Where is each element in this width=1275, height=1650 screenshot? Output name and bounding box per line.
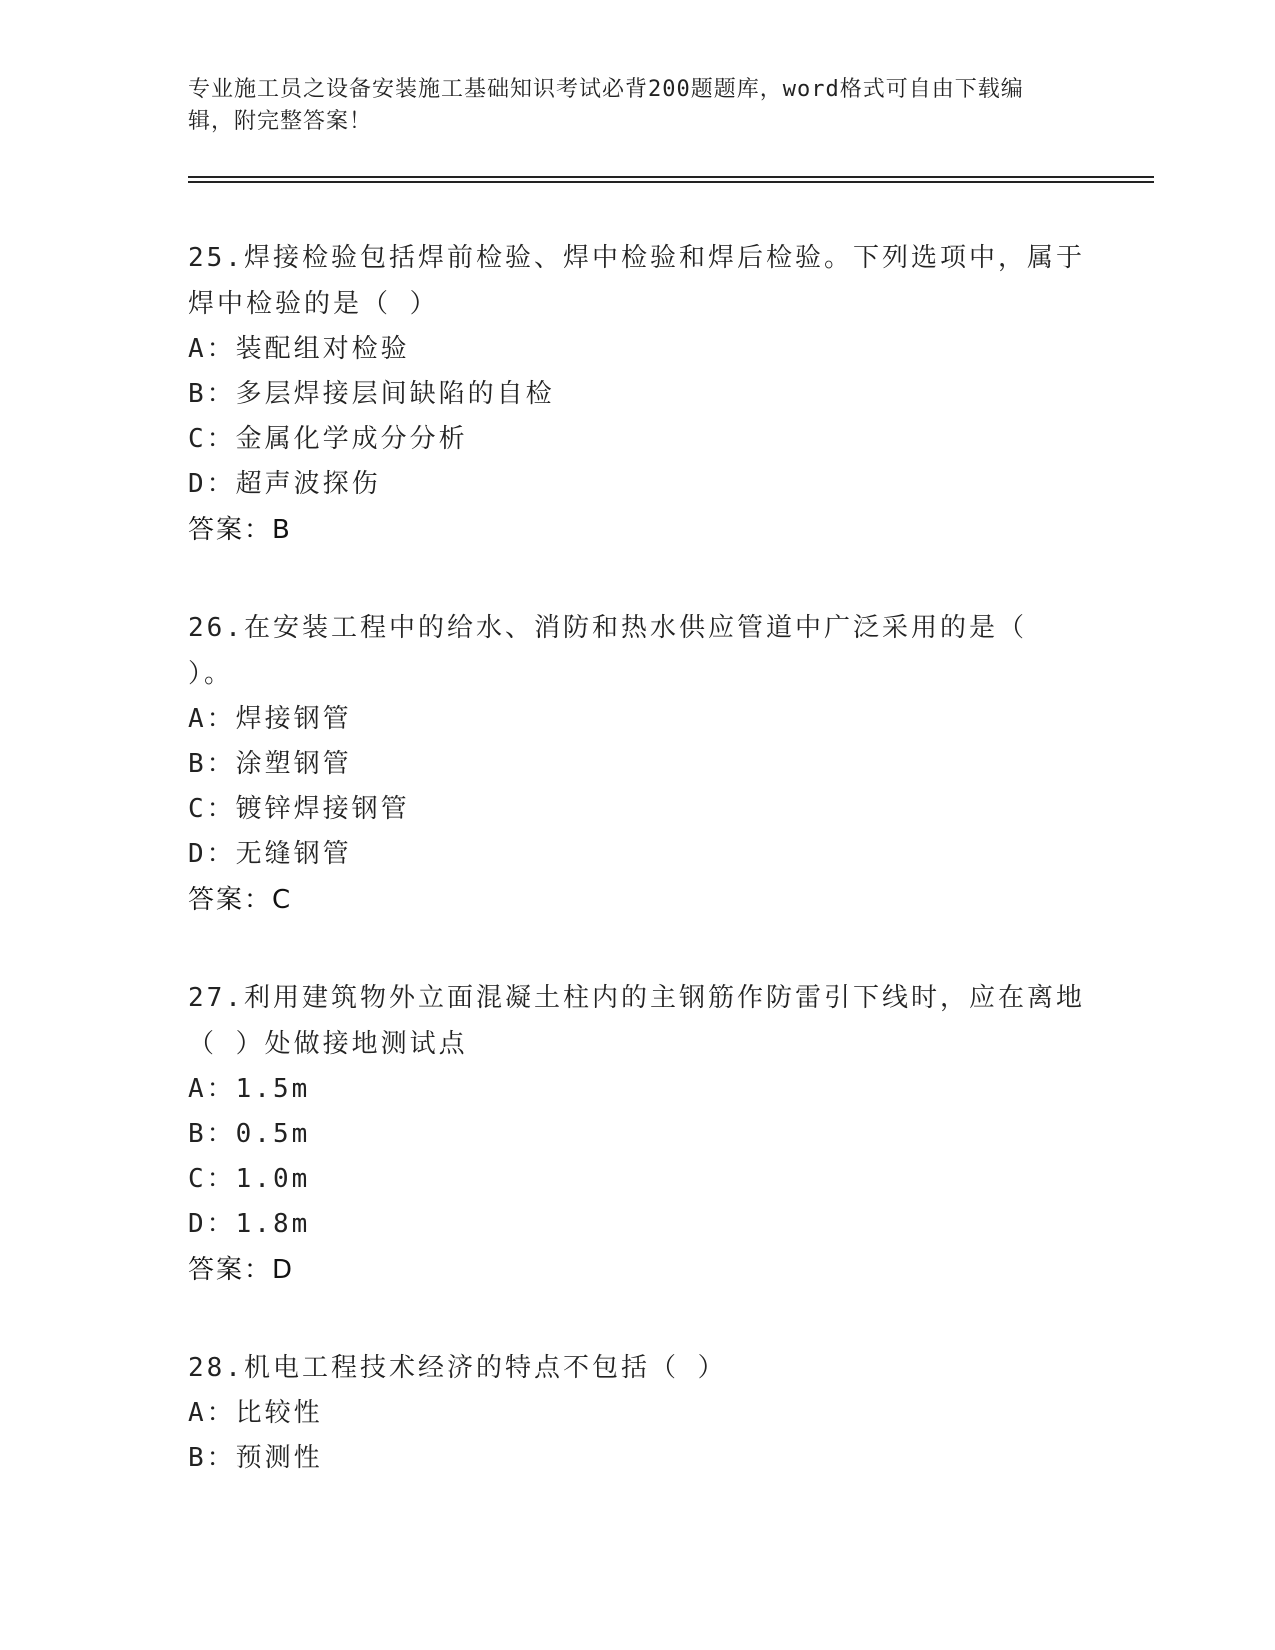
answer-option — [188, 372, 1088, 417]
option-text: 比较性 — [235, 1398, 323, 1428]
option-label: A： — [188, 704, 236, 734]
option-text: 超声波探伤 — [235, 469, 381, 499]
option-text: 1.5m — [235, 1074, 311, 1104]
option-label: C： — [188, 794, 236, 824]
option-label: D： — [188, 1209, 236, 1239]
question-block — [188, 975, 1088, 1293]
option-label: C： — [188, 424, 236, 454]
option-label: B： — [188, 1119, 236, 1149]
question-stem: 27.利用建筑物外立面混凝土柱内的主钢筋作防雷引下线时，应在离地（ ）处做接地测试点 — [188, 983, 1085, 1059]
answer-option — [188, 462, 1088, 507]
question-stem: 25.焊接检验包括焊前检验、焊中检验和焊后检验。下列选项中，属于焊中检验的是（ ） — [188, 243, 1085, 319]
answer-option — [188, 1202, 1088, 1247]
option-text: 焊接钢管 — [235, 704, 352, 734]
answer-key: 答案：D — [188, 1255, 295, 1285]
answer-option — [188, 787, 1088, 832]
answer-option — [188, 417, 1088, 462]
option-label: A： — [188, 1398, 236, 1428]
question-block — [188, 235, 1088, 553]
option-text: 涂塑钢管 — [235, 749, 352, 779]
answer-option — [188, 742, 1088, 787]
option-text: 预测性 — [235, 1443, 323, 1473]
option-text: 无缝钢管 — [235, 839, 352, 869]
option-label: A： — [188, 1074, 236, 1104]
option-label: B： — [188, 1443, 236, 1473]
question-list — [188, 235, 1088, 1533]
header-divider-top — [188, 176, 1154, 178]
answer-option — [188, 697, 1088, 742]
option-text: 0.5m — [235, 1119, 311, 1149]
question-block — [188, 1345, 1088, 1481]
answer-key: 答案：C — [188, 885, 293, 915]
option-label: B： — [188, 379, 236, 409]
answer-key: 答案：B — [188, 515, 292, 545]
option-text: 装配组对检验 — [235, 334, 410, 364]
answer-option — [188, 1157, 1088, 1202]
answer-option — [188, 1436, 1088, 1481]
header-divider-bottom — [188, 181, 1154, 183]
option-text: 多层焊接层间缺陷的自检 — [235, 379, 555, 409]
answer-option — [188, 327, 1088, 372]
option-text: 金属化学成分分析 — [235, 424, 468, 454]
question-stem: 26.在安装工程中的给水、消防和热水供应管道中广泛采用的是（ ）。 — [188, 613, 1027, 689]
option-text: 1.8m — [235, 1209, 311, 1239]
option-label: C： — [188, 1164, 236, 1194]
question-block — [188, 605, 1088, 923]
answer-option — [188, 1067, 1088, 1112]
option-text: 镀锌焊接钢管 — [235, 794, 410, 824]
option-label: A： — [188, 334, 236, 364]
option-label: D： — [188, 839, 236, 869]
answer-option — [188, 1112, 1088, 1157]
option-label: D： — [188, 469, 236, 499]
answer-option — [188, 1391, 1088, 1436]
option-label: B： — [188, 749, 236, 779]
answer-option — [188, 832, 1088, 877]
question-stem: 28.机电工程技术经济的特点不包括（ ） — [188, 1353, 727, 1383]
document-header: 专业施工员之设备安装施工基础知识考试必背200题题库，word格式可自由下载编辑，附完整答案！ — [188, 77, 1024, 134]
option-text: 1.0m — [235, 1164, 311, 1194]
